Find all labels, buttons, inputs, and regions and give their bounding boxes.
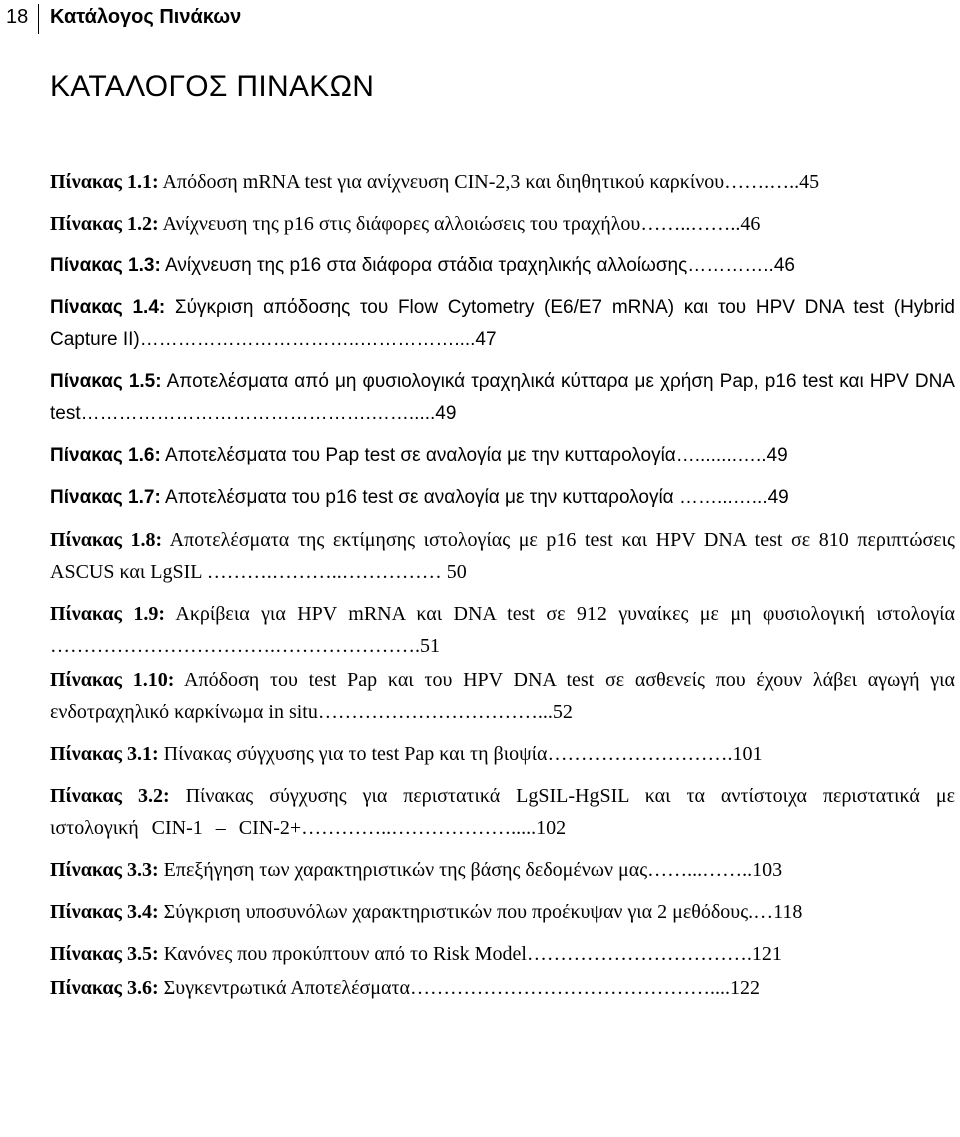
page-title: ΚΑΤΑΛΟΓΟΣ ΠΙΝΑΚΩΝ xyxy=(50,70,375,103)
toc-entry[interactable] xyxy=(50,292,955,356)
toc-entry-label: Πίνακας 3.2: xyxy=(50,785,170,807)
toc-entry[interactable] xyxy=(50,972,955,1004)
toc-entry-text: Σύγκριση υποσυνόλων χαρακτηριστικών που προέκυψαν για 2 μεθόδους.…118 xyxy=(158,901,803,923)
toc-entry-label: Πίνακας 1.6: xyxy=(50,445,161,466)
toc-entry-text: Αποτελέσματα της εκτίμησης ιστολογίας με p16 test και HPV DNA test σε 810 περιπτώσεις ASCUS και LgSIL ……….………..…………… 50 xyxy=(50,529,955,583)
toc-entry-label: Πίνακας 1.1: xyxy=(50,171,159,193)
toc-entry-text: Σύγκριση απόδοσης του Flow Cytometry (E6/E7 mRNA) και του HPV DNA test (Hybrid Capture II)……………………………..……………....47 xyxy=(50,297,955,350)
toc-entry-label: Πίνακας 1.3: xyxy=(50,255,161,276)
toc-entry-label: Πίνακας 1.8: xyxy=(50,529,163,551)
toc-entry[interactable] xyxy=(50,664,955,728)
toc-entry-label: Πίνακας 1.7: xyxy=(50,487,161,508)
toc-entry[interactable] xyxy=(50,482,955,514)
toc-entry-label: Πίνακας 1.4: xyxy=(50,297,166,318)
toc-entry-label: Πίνακας 3.5: xyxy=(50,943,159,965)
toc-entry-text: Κανόνες που προκύπτουν από το Risk Model…………………………….121 xyxy=(158,943,782,965)
toc-entry-label: Πίνακας 3.6: xyxy=(50,977,159,999)
page-header xyxy=(0,0,960,40)
toc-entry-text: Αποτελέσματα του Pap test σε αναλογία με την κυτταρολογία…........…..49 xyxy=(160,445,788,466)
toc-entry[interactable] xyxy=(50,938,955,970)
table-of-tables-list xyxy=(50,166,955,1004)
toc-entry-text: Ανίχνευση της p16 στις διάφορες αλλοιώσεις του τραχήλου……..……..46 xyxy=(158,213,761,235)
header-divider xyxy=(38,4,39,34)
toc-entry-label: Πίνακας 3.4: xyxy=(50,901,159,923)
toc-entry-text: Ανίχνευση της p16 στα διάφορα στάδια τραχηλικής αλλοίωσης…………..46 xyxy=(160,255,795,276)
toc-entry[interactable] xyxy=(50,854,955,886)
toc-entry[interactable] xyxy=(50,780,955,844)
toc-entry[interactable] xyxy=(50,524,955,588)
running-title: Κατάλογος Πινάκων xyxy=(50,6,242,28)
toc-entry[interactable] xyxy=(50,208,955,240)
toc-entry[interactable] xyxy=(50,166,955,198)
toc-entry-label: Πίνακας 1.5: xyxy=(50,371,162,392)
toc-entry[interactable] xyxy=(50,366,955,430)
toc-entry[interactable] xyxy=(50,440,955,472)
toc-entry[interactable] xyxy=(50,250,955,282)
toc-entry[interactable] xyxy=(50,598,955,662)
toc-entry[interactable] xyxy=(50,738,955,770)
toc-entry-text: Επεξήγηση των χαρακτηριστικών της βάσης δεδομένων μας……...……..103 xyxy=(158,859,783,881)
toc-entry-label: Πίνακας 1.2: xyxy=(50,213,159,235)
toc-entry-text: Συγκεντρωτικά Αποτελέσματα………………………………………....122 xyxy=(158,977,761,999)
toc-entry-label: Πίνακας 1.10: xyxy=(50,669,175,691)
toc-entry-text: Πίνακας σύγχυσης για περιστατικά LgSIL-HgSIL και τα αντίστοιχα περιστατικά με ιστολογική CIN-1 – CIN-2+…………..……………….....102 xyxy=(50,785,955,839)
toc-entry-text: Αποτελέσματα από μη φυσιολογικά τραχηλικά κύτταρα με χρήση Pap, p16 test και HPV DNA test……………………………………….…….....49 xyxy=(50,371,955,424)
toc-entry-text: Απόδοση mRNA test για ανίχνευση CIN-2,3 και διηθητικού καρκίνου…….…..45 xyxy=(158,171,820,193)
toc-entry-text: Πίνακας σύγχυσης για το test Pap και τη βιοψία……………………….101 xyxy=(158,743,763,765)
toc-entry-text: Απόδοση του test Pap και του HPV DNA test σε ασθενείς που έχουν λάβει αγωγή για ενδοτραχηλικό καρκίνωμα in situ……………………………...52 xyxy=(50,669,955,723)
toc-entry-label: Πίνακας 3.3: xyxy=(50,859,159,881)
toc-entry-label: Πίνακας 1.9: xyxy=(50,603,166,625)
page-number: 18 xyxy=(6,6,29,28)
toc-entry-text: Αποτελέσματα του p16 test σε αναλογία με την κυτταρολογία ……...…...49 xyxy=(160,487,789,508)
toc-entry-text: Ακρίβεια για HPV mRNA και DNA test σε 912 γυναίκες με μη φυσιολογική ιστολογία …………………………….………………….51 xyxy=(50,603,955,657)
toc-entry-label: Πίνακας 3.1: xyxy=(50,743,159,765)
toc-entry[interactable] xyxy=(50,896,955,928)
